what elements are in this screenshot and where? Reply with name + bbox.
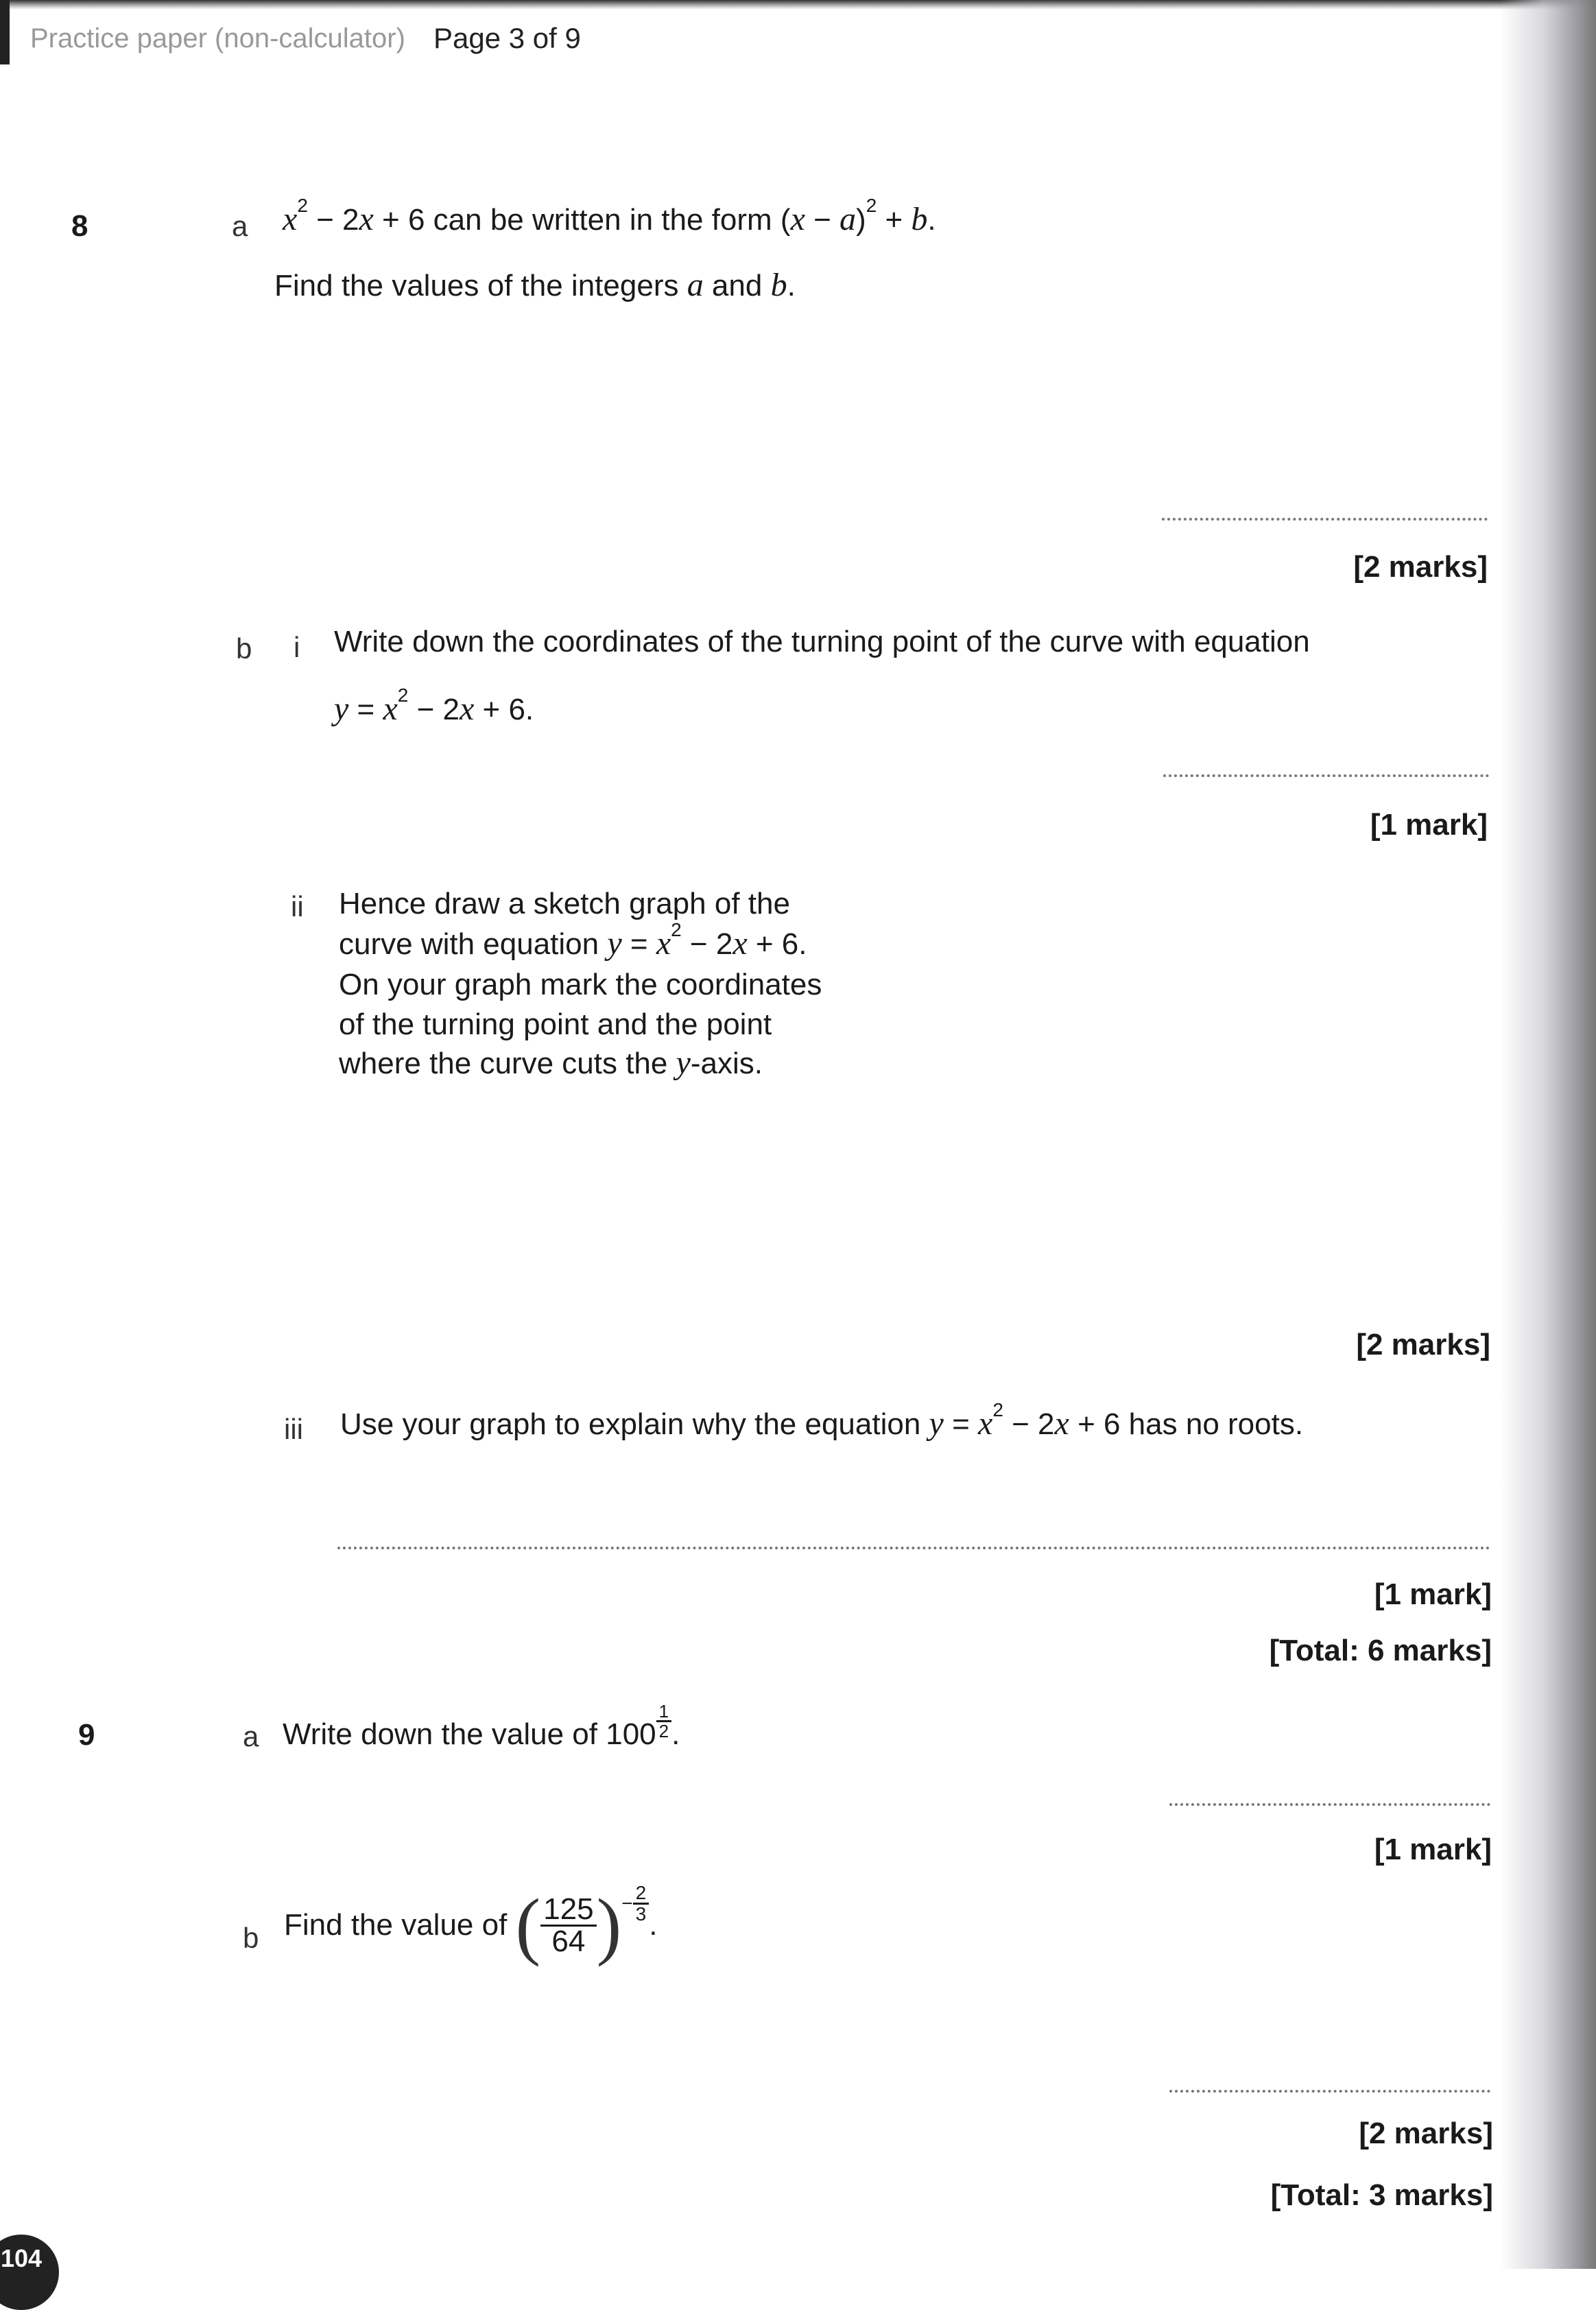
answer-line-8biii[interactable] (337, 1547, 1490, 1549)
exponent-numerator: 2 (633, 1883, 650, 1905)
marks-8a: [2 marks] (1353, 550, 1488, 584)
marks-9b: [2 marks] (1359, 2117, 1493, 2150)
paper-title: Practice paper (non-calculator) (30, 23, 405, 53)
exponent-sign: − (621, 1892, 633, 1914)
marks-9a: [1 mark] (1374, 1833, 1492, 1866)
math-paren: ( (515, 1883, 541, 1967)
exponent-numerator: 1 (656, 1702, 671, 1722)
text: . (649, 1908, 658, 1942)
part-label-9a: a (243, 1720, 259, 1752)
math-var: y (607, 925, 622, 962)
math-var: a (839, 201, 857, 237)
text: where the curve cuts the (339, 1047, 676, 1080)
exponent-fraction (656, 1702, 671, 1740)
math-text: − (805, 203, 840, 237)
page-edge-shadow (0, 0, 1596, 10)
math-text: − 2 (681, 927, 733, 961)
q8bi-equation (334, 684, 534, 727)
math-var: x (790, 201, 805, 237)
part-label-8b: b (236, 632, 252, 665)
part-label-9b: b (243, 1922, 259, 1954)
text: + 6 can be written in the form ( (373, 203, 791, 237)
text: and (703, 269, 771, 302)
math-var: a (687, 267, 704, 303)
math-var: x (733, 925, 748, 962)
question-number-8: 8 (71, 209, 88, 243)
math-text: = (621, 927, 656, 961)
math-var: y (334, 691, 349, 727)
text: . (787, 269, 796, 302)
text: + 6 has no roots. (1069, 1407, 1304, 1441)
total-marks-8: [Total: 6 marks] (1269, 1634, 1492, 1667)
math-text: + (877, 203, 912, 237)
math-sup: 2 (866, 195, 877, 216)
math-var: x (359, 201, 374, 237)
q8biii-statement (340, 1399, 1304, 1442)
q8bii-line5 (339, 1047, 763, 1080)
text: . (671, 1717, 680, 1752)
q8bii-line4: of the turning point and the point (339, 1008, 772, 1041)
exponent-fraction (633, 1883, 650, 1924)
question-number-9: 9 (78, 1718, 95, 1752)
answer-line-8a[interactable] (1162, 518, 1488, 521)
text: Find the values of the integers (274, 269, 687, 302)
marks-8biii: [1 mark] (1374, 1577, 1492, 1611)
page-curl-shadow (1500, 0, 1596, 2269)
text: Use your graph to explain why the equation (340, 1407, 929, 1441)
math-var: x (656, 925, 671, 962)
page-indicator: Page 3 of 9 (433, 22, 581, 54)
q9b-statement (284, 1882, 658, 1977)
math-text: − 2 (307, 203, 359, 237)
math-var: x (1054, 1405, 1069, 1442)
math-sup: 2 (992, 1399, 1003, 1420)
fraction-numerator: 125 (540, 1894, 596, 1927)
subpart-label-8biii: iii (284, 1413, 303, 1445)
subpart-label-8bii: ii (291, 890, 304, 922)
math-var: x (383, 691, 398, 727)
marks-8bi: [1 mark] (1370, 808, 1488, 842)
math-text: = (348, 693, 383, 726)
exponent-denominator: 3 (635, 1903, 647, 1925)
exponent (621, 1883, 649, 1924)
exponent-denominator: 2 (658, 1721, 669, 1741)
q8bii-line3: On your graph mark the coordinates (339, 968, 822, 1001)
part-label-8a: a (232, 210, 248, 242)
math-var: x (459, 691, 475, 727)
page-number-badge: 104 (0, 2235, 59, 2310)
math-var: b (911, 201, 928, 237)
q8a-instruction (274, 269, 796, 302)
q8a-statement (283, 195, 936, 237)
math-paren: ) (596, 1883, 622, 1967)
math-text: + 6. (474, 693, 534, 726)
base-fraction (540, 1894, 596, 1957)
q8bii-line2 (339, 919, 807, 962)
text: curve with equation (339, 927, 608, 961)
answer-line-9b[interactable] (1169, 2090, 1490, 2093)
math-text: + 6. (747, 927, 807, 961)
q8bi-statement: Write down the coordinates of the turning point of the curve with equation (334, 625, 1310, 658)
total-marks-9: [Total: 3 marks] (1270, 2178, 1493, 2212)
math-text: = (943, 1407, 979, 1441)
math-text: − 2 (1003, 1407, 1055, 1441)
math-var: x (978, 1405, 993, 1442)
text: -axis. (690, 1047, 763, 1080)
math-sup: 2 (297, 195, 308, 216)
subpart-label-8bi: i (294, 631, 300, 663)
q9a-statement (283, 1701, 680, 1755)
math-var: y (929, 1405, 944, 1442)
math-text: − 2 (408, 693, 460, 726)
text: Find the value of (284, 1908, 516, 1942)
math-sup: 2 (671, 919, 682, 940)
math-text: ) (856, 203, 866, 237)
math-var: b (770, 267, 787, 303)
math-sup: 2 (397, 684, 409, 706)
math-var: y (676, 1045, 691, 1081)
math-var: x (283, 201, 298, 237)
text: Write down the value of 100 (283, 1717, 656, 1752)
answer-line-8bi[interactable] (1163, 774, 1489, 777)
marks-8bii: [2 marks] (1356, 1328, 1490, 1361)
fraction-denominator: 64 (551, 1924, 586, 1958)
answer-line-9a[interactable] (1169, 1803, 1490, 1806)
page-edge-shadow-left (0, 0, 10, 64)
q8bii-line1: Hence draw a sketch graph of the (339, 887, 790, 920)
math-text: . (927, 203, 936, 237)
